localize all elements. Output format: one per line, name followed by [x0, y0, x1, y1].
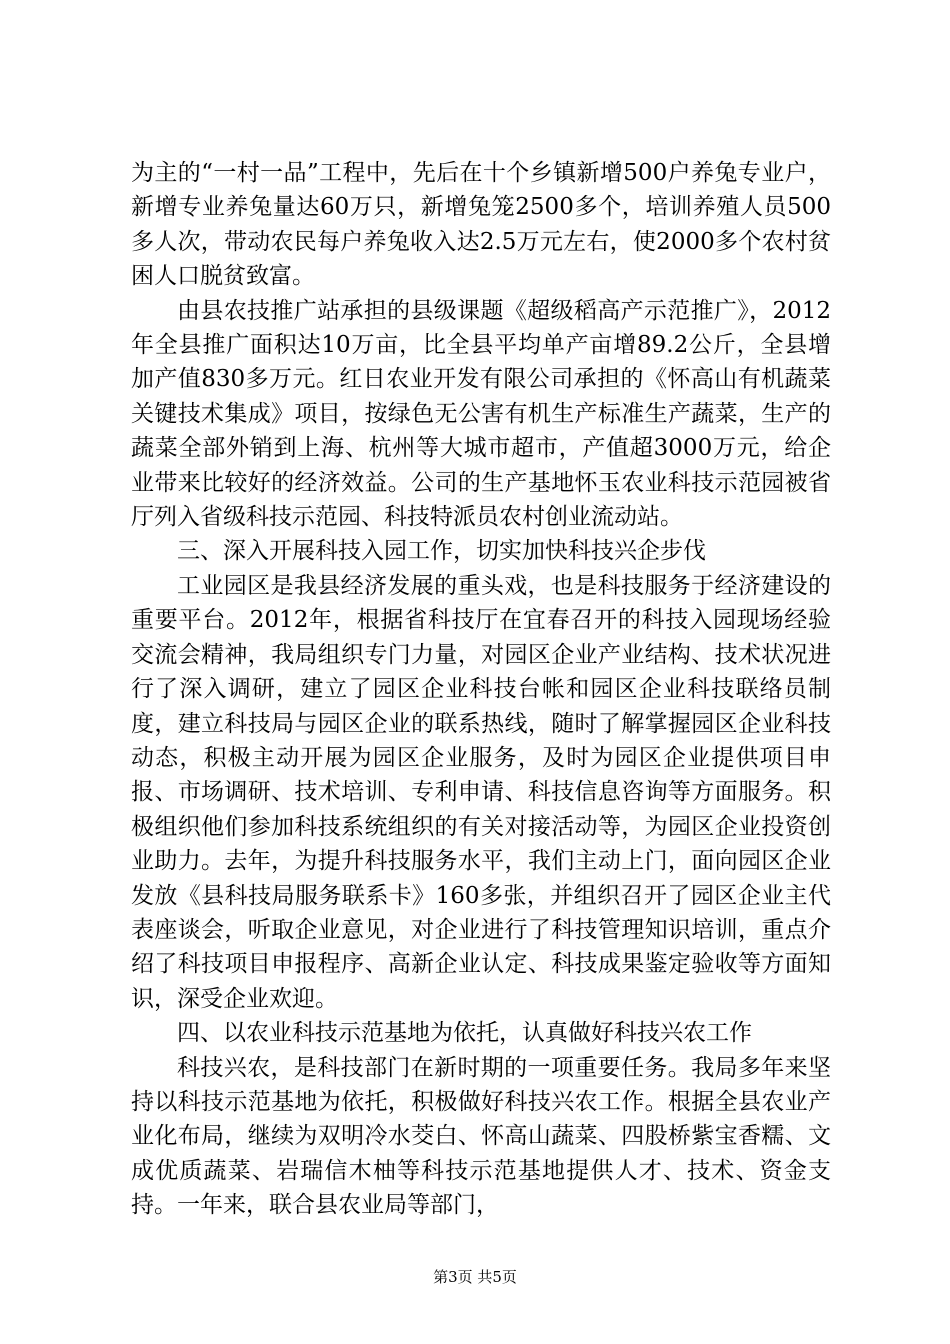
section-heading-3: 三、深入开展科技入园工作，切实加快科技兴企步伐 — [177, 538, 706, 565]
document-body — [131, 156, 831, 1223]
paragraph-4: 工业园区是我县经济发展的重头戏，也是科技服务于经济建设的重要平台。2012年，根据省科技厅在宜春召开的科技入园现场经验交流会精神，我局组织专门力量，对园区企业产业结构、技术状况进行了深入调研，建立了园区企业科技台帐和园区企业科技联络员制度，建立科技局与园区企业的联系热线，随时了解掌握园区企业科技动态，积极主动开展为园区企业服务，及时为园区企业提供项目申报、市场调研、技术培训、专利申请、科技信息咨询等方面服务。积极组织他们参加科技系统组织的有关对接活动等，为园区企业投资创业助力。去年，为提升科技服务水平，我们主动上门，面向园区企业发放《县科技局服务联系卡》160多张，并组织召开了园区企业主代表座谈会，听取企业意见，对企业进行了科技管理知识培训，重点介绍了科技项目申报程序、高新企业认定、科技成果鉴定验收等方面知识，深受企业欢迎。 — [131, 572, 831, 1012]
paragraph-1: 为主的“一村一品”工程中，先后在十个乡镇新增500户养兔专业户，新增专业养兔量达60万只，新增兔笼2500多个，培训养殖人员500多人次，带动农民每户养兔收入达2.5万元左右，使2000多个农村贫困人口脱贫致富。 — [131, 160, 831, 290]
paragraph-6: 科技兴农，是科技部门在新时期的一项重要任务。我局多年来坚持以科技示范基地为依托，积极做好科技兴农工作。根据全县农业产业化布局，继续为双明冷水茭白、怀高山蔬菜、四股桥紫宝香糯、文成优质蔬菜、岩瑞信木柚等科技示范基地提供人才、技术、资金支持。一年来，联合县农业局等部门， — [131, 1054, 831, 1219]
section-heading-4: 四、以农业科技示范基地为依托，认真做好科技兴农工作 — [177, 1020, 752, 1047]
paragraph-2: 由县农技推广站承担的县级课题《超级稻高产示范推广》，2012年全县推广面积达10万亩，比全县平均单产亩增89.2公斤，全县增加产值830多万元。红日农业开发有限公司承担的《怀高山有机蔬菜关键技术集成》项目，按绿色无公害有机生产标准生产蔬菜，生产的蔬菜全部外销到上海、杭州等大城市超市，产值超3000万元，给企业带来比较好的经济效益。公司的生产基地怀玉农业科技示范园被省厅列入省级科技示范园、科技特派员农村创业流动站。 — [131, 297, 831, 531]
page-footer: 第3页 共5页 — [433, 1268, 517, 1286]
